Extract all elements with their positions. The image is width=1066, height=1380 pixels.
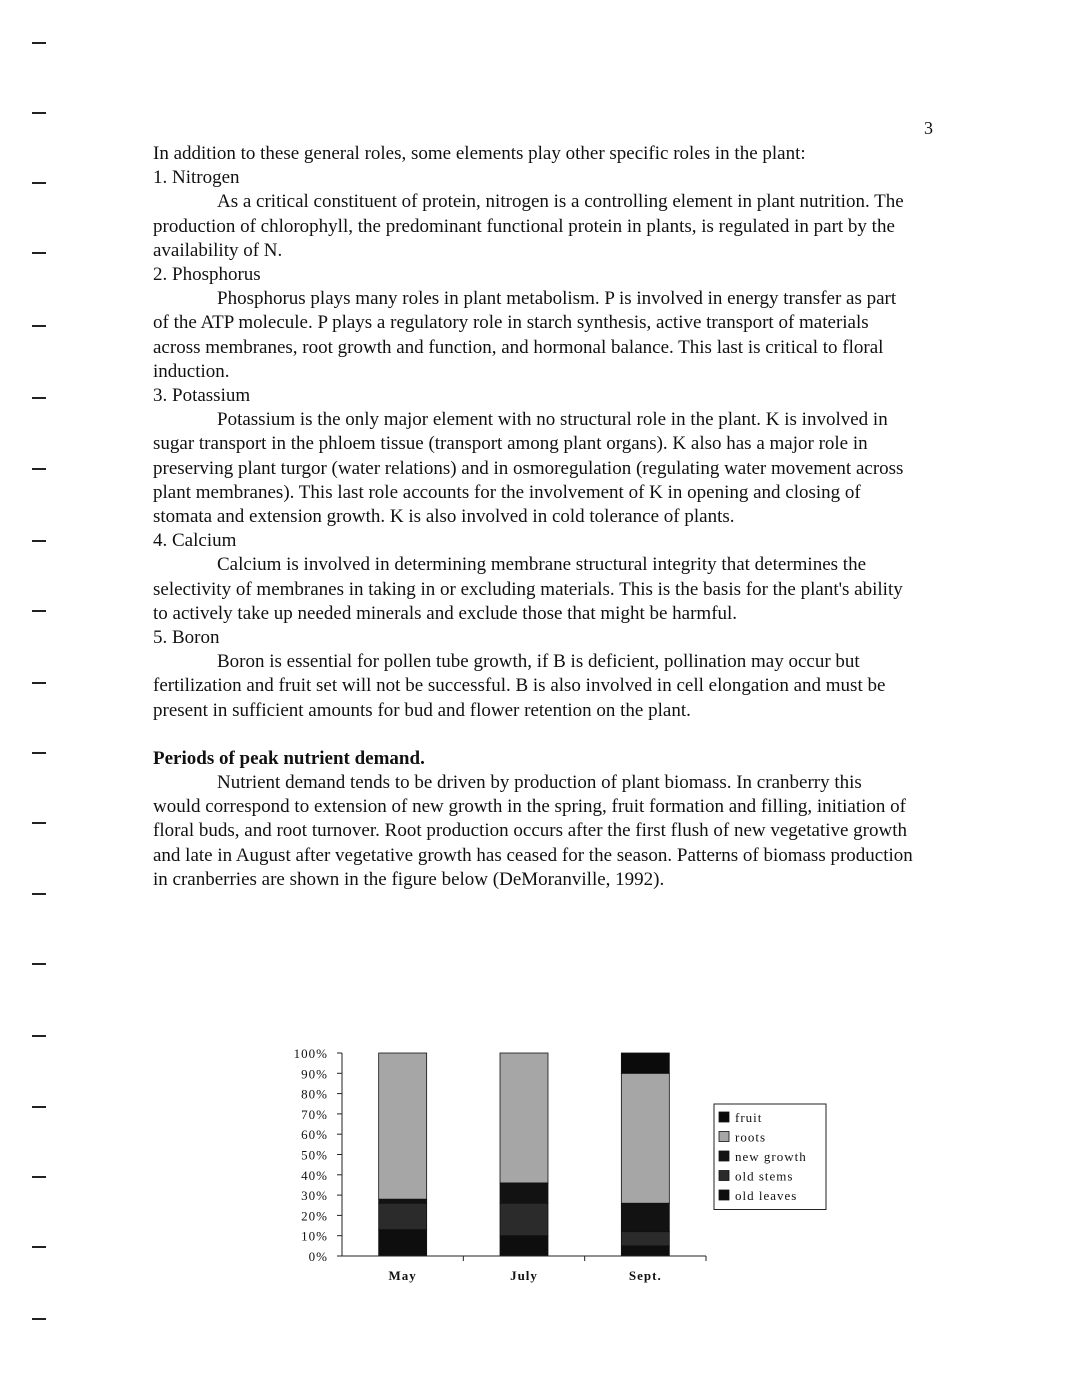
legend-label: fruit [735,1110,763,1125]
legend-swatch [719,1171,729,1181]
bar-segment-roots [500,1053,548,1183]
left-margin-marks [0,0,60,1380]
y-axis [294,1046,342,1264]
bar-segment-old-leaves [621,1246,669,1256]
y-tick-label: 100% [293,1046,328,1061]
margin-mark [32,1035,46,1037]
intro-paragraph: In addition to these general roles, some elements play other specific roles in the plant: [153,143,806,164]
x-tick-label: May [388,1268,417,1283]
bar-segment-roots [621,1073,669,1203]
margin-mark [32,325,46,327]
margin-mark [32,468,46,470]
chart-bars [379,1053,670,1256]
y-tick-label: 90% [301,1066,328,1082]
legend-swatch [719,1151,729,1161]
bar-segment-old-stems [621,1232,669,1246]
legend-label: new growth [735,1149,807,1164]
bar-segment-old-stems [500,1203,548,1235]
section-heading-nitrogen: 1. Nitrogen [153,167,240,189]
nitrogen-paragraph: As a critical constituent of protein, nitrogen is a controlling element in plant nutrition. The production of chlorophyll, the predominant functional protein in plants, is regulated in part by the availability of N. [153,191,904,261]
margin-mark [32,1318,46,1320]
y-tick-label: 40% [301,1167,328,1183]
legend-label: roots [735,1129,766,1145]
legend-label: old stems [735,1168,794,1184]
margin-mark [32,397,46,399]
y-tick-label: 0% [308,1249,328,1264]
margin-mark [32,893,46,895]
bar-segment-fruit [621,1053,669,1073]
y-tick-label: 30% [301,1188,328,1204]
boron-paragraph: Boron is essential for pollen tube growth, if B is deficient, pollination may occur but fertilization and fruit set will not be successful. B is also involved in cell elongation and must be present in sufficient amounts for bud and flower retention on the plant. [153,651,886,721]
margin-mark [32,1246,46,1248]
margin-mark [32,610,46,612]
bar-segment-new-growth [500,1183,548,1203]
x-tick-label: July [510,1268,538,1283]
section-heading-boron: 5. Boron [153,627,220,649]
peak-demand-heading: Periods of peak nutrient demand. [153,747,425,769]
y-tick-label: 70% [301,1106,328,1122]
y-tick-label: 60% [301,1127,328,1143]
section-heading-phosphorus: 2. Phosphorus [153,264,261,286]
body-text [153,142,913,892]
margin-mark [32,252,46,254]
page-number: 3 [924,118,933,138]
biomass-stacked-bar-chart [270,1035,870,1295]
bar-segment-roots [379,1053,427,1199]
x-axis [342,1256,706,1283]
y-tick-label: 10% [301,1228,328,1244]
margin-mark [32,112,46,114]
legend-label: old leaves [735,1188,798,1203]
calcium-paragraph: Calcium is involved in determining membrane structural integrity that determines the selectivity of membranes in taking in or excluding materials. This is the basis for the plant's ability to actively take up needed minerals and exclude those that might be harmful. [153,554,903,624]
bar-segment-old-leaves [500,1236,548,1256]
section-heading-potassium: 3. Potassium [153,385,251,407]
bar-segment-old-stems [379,1203,427,1229]
bar-segment-new-growth [621,1203,669,1231]
legend-swatch [719,1112,729,1122]
margin-mark [32,752,46,754]
margin-mark [32,822,46,824]
margin-mark [32,1176,46,1178]
chart-legend [714,1104,826,1210]
margin-mark [32,42,46,44]
peak-demand-paragraph: Nutrient demand tends to be driven by production of plant biomass. In cranberry this would correspond to extension of new growth in the spring, fruit formation and filling, initiation of floral buds, and root turnover. Root production occurs after the first flush of new vegetative growth and late in August after vegetative growth has ceased for the season. Patterns of biomass production in cranberries are shown in the figure below (DeMoranville, 1992). [153,772,913,890]
legend-swatch [719,1190,729,1200]
section-heading-calcium: 4. Calcium [153,530,237,552]
potassium-paragraph: Potassium is the only major element with no structural role in the plant. K is involved in sugar transport in the phloem tissue (transport among plant organs). K also has a major role in preserving plant turgor (water relations) and in osmoregulation (regulating water movement across plant membranes). This last role accounts for the involvement of K in opening and closing of stomata and extension growth. K is also involved in cold tolerance of plants. [153,409,904,528]
y-tick-label: 20% [301,1208,328,1224]
margin-mark [32,682,46,684]
y-tick-label: 50% [301,1147,328,1163]
x-tick-label: Sept. [628,1268,662,1283]
margin-mark [32,182,46,184]
phosphorus-paragraph: Phosphorus plays many roles in plant metabolism. P is involved in energy transfer as part of the ATP molecule. P plays a regulatory role in starch synthesis, active transport of materials across membranes, root growth and function, and hormonal balance. This last is critical to floral induction. [153,288,897,382]
bar-segment-old-leaves [379,1230,427,1256]
margin-mark [32,540,46,542]
y-tick-label: 80% [301,1086,328,1102]
margin-mark [32,1106,46,1108]
margin-mark [32,963,46,965]
bar-segment-new-growth [379,1199,427,1203]
legend-swatch [719,1132,729,1142]
